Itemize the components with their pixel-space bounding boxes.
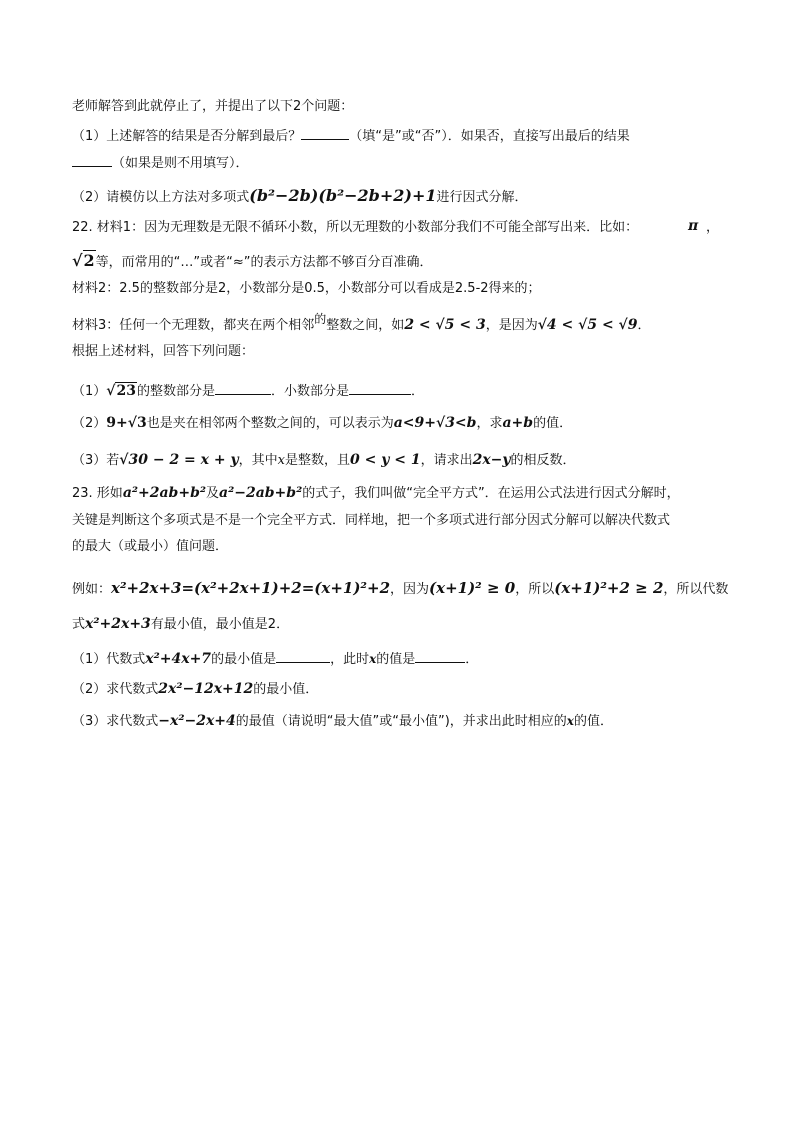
text: 根据上述材料，回答下列问题： [72, 344, 255, 359]
q23-example-cont [72, 614, 289, 635]
text: 的最大（或最小）值问题． [72, 539, 229, 554]
q22-material-1 [72, 218, 720, 238]
q23-line-1 [72, 483, 680, 504]
question-1-line-2 [72, 152, 249, 174]
q23-line-3 [72, 537, 228, 557]
text: 式 [72, 617, 86, 632]
inequality: 0 < y < 1 [350, 452, 421, 468]
text: 进行因式分解． [436, 190, 528, 205]
q23-part-2 [72, 679, 318, 700]
text: ，所以 [515, 582, 555, 597]
answer-blank[interactable] [301, 125, 349, 140]
q22-part-2 [72, 413, 572, 434]
answer-blank[interactable] [349, 380, 411, 395]
text: （1） [72, 384, 107, 399]
expression: −x²−2x+4 [158, 713, 236, 729]
answer-blank[interactable] [415, 648, 465, 663]
expression: a²−2ab+b² [219, 485, 303, 501]
sqrt-23: √23 [106, 383, 136, 399]
line-intro [72, 97, 353, 117]
question-1-line [72, 125, 630, 147]
text: ． [465, 652, 479, 667]
text: 关键是判断这个多项式是不是一个完全平方式．同样地，把一个多项式进行部分因式分解可以解决代数式 [72, 513, 671, 528]
expression: a²+2ab+b² [122, 485, 206, 501]
text: ． [411, 384, 425, 399]
text: 材料2：2.5的整数部分是2，小数部分是0.5，小数部分可以看成是2.5-2得来的； [72, 281, 541, 296]
text: 等，而常用的“…”或者“≈”的表示方法都不够百分百准确． [95, 255, 433, 270]
expression: 9+√3 [106, 415, 147, 431]
q23-example [72, 578, 728, 600]
q22-lead [72, 342, 254, 362]
text: 例如： [72, 582, 112, 597]
comma: ， [706, 220, 720, 235]
text: ，其中 [238, 453, 278, 468]
q23-part-3 [72, 711, 613, 732]
intro-text: 老师解答到此就停止了，并提出了以下2个问题： [72, 99, 354, 114]
inequality: (x+1)² ≥ 0 [429, 579, 516, 597]
text: 有最小值，最小值是2． [150, 617, 290, 632]
answer-blank[interactable] [276, 648, 330, 663]
text: （2）请模仿以上方法对多项式 [72, 190, 250, 205]
q22-part-1 [72, 380, 424, 402]
text: 及 [206, 486, 220, 501]
text: 的相反数． [510, 453, 576, 468]
equation: √30 − 2 = x + y [119, 452, 239, 468]
variable: x [369, 652, 377, 666]
sqrt-2: √2 [72, 251, 95, 270]
text: （2） [72, 416, 107, 431]
text: 的 [314, 312, 327, 326]
inequality: √4 < √5 < √9 [537, 317, 638, 333]
text: 的整数部分是 [136, 384, 215, 399]
q22-material-3 [72, 312, 651, 336]
text: （1）上述解答的结果是否分解到最后？ [72, 129, 302, 144]
text: （3）求代数式 [72, 714, 159, 729]
text: 的值是 [376, 652, 416, 667]
text: ，因为 [390, 582, 430, 597]
text: 材料3：任何一个无理数，都夹在两个相邻 [72, 318, 315, 333]
text: （填“是”或“否”）．如果否，直接写出最后的结果 [349, 129, 630, 144]
text: 23. 形如 [72, 486, 123, 501]
expression: 2x−y [472, 452, 511, 468]
text: 整数之间，如 [326, 318, 405, 333]
q23-part-1 [72, 648, 478, 670]
text: 的值． [533, 416, 573, 431]
answer-blank[interactable] [215, 380, 271, 395]
text: ． [637, 318, 651, 333]
pi-symbol: π [688, 218, 699, 234]
inequality: 2 < √5 < 3 [404, 317, 486, 333]
polynomial-expression: (b²−2b)(b²−2b+2)+1 [249, 186, 437, 205]
text: 的式子，我们叫做“完全平方式”．在运用公式法进行因式分解时， [302, 486, 680, 501]
text: ．小数部分是 [270, 384, 349, 399]
inequality: (x+1)²+2 ≥ 2 [554, 579, 664, 597]
text: （3）若 [72, 453, 120, 468]
text: ，求 [476, 416, 503, 431]
text: 的最小值． [253, 682, 319, 697]
text: 的最值（请说明“最大值”或“最小值”)，并求出此时相应的 [235, 714, 567, 729]
q22-material-1-cont [72, 251, 433, 273]
variable: x [566, 714, 574, 728]
text: ，此时 [330, 652, 370, 667]
equation: x²+2x+3=(x²+2x+1)+2=(x+1)²+2 [111, 579, 391, 597]
text: ，请求出 [420, 453, 473, 468]
text: 的值． [573, 714, 613, 729]
text: （2）求代数式 [72, 682, 159, 697]
question-2-line [72, 186, 528, 208]
answer-blank[interactable] [72, 152, 112, 167]
expression: x²+4x+7 [145, 651, 212, 667]
text: （如果是则不用填写）． [112, 156, 249, 171]
expression: 2x²−12x+12 [158, 681, 254, 697]
text: （1）代数式 [72, 652, 146, 667]
expression: a+b [502, 415, 534, 431]
inequality: a<9+√3<b [393, 415, 477, 431]
text: 22. 材料1：因为无理数是无限不循环小数，所以无理数的小数部分我们不可能全部写出来．比如： [72, 220, 639, 235]
text: ，是因为 [485, 318, 538, 333]
expression: x²+2x+3 [85, 616, 151, 632]
variable: x [277, 453, 285, 468]
q23-line-2 [72, 511, 670, 531]
text: 也是夹在相邻两个整数之间的，可以表示为 [146, 416, 394, 431]
text: 是整数，且 [284, 453, 350, 468]
text: 的最小值是 [211, 652, 277, 667]
q22-material-2 [72, 279, 541, 299]
q22-part-3 [72, 450, 576, 471]
text: ，所以代数 [663, 582, 729, 597]
